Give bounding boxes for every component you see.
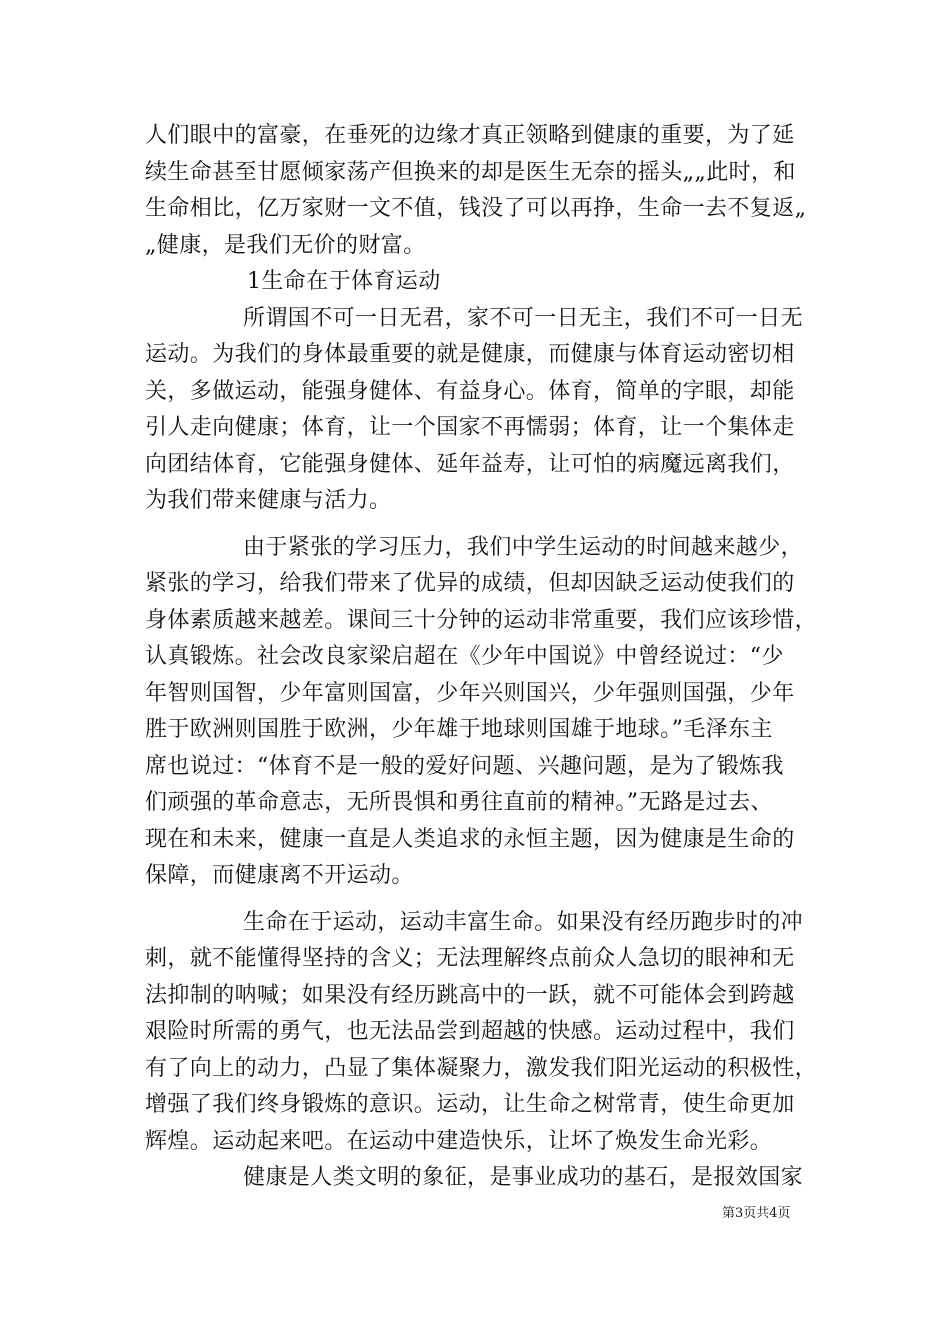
text-line: 保障，而健康离不开运动。 — [145, 863, 414, 888]
page-number: 第3页共4页 — [722, 1206, 791, 1221]
paragraph-3 — [145, 905, 818, 1161]
paragraph-1 — [145, 301, 807, 520]
paragraph-2 — [145, 530, 818, 895]
text-line: 辉煌。运动起来吧。在运动中建造快乐，让坏了焕发生命光彩。 — [145, 1128, 773, 1154]
text-line: 续生命甚至甘愿倾家荡产但换来的却是医生无奈的摇头„„此时，和 — [145, 159, 796, 185]
text-line: 艰险时所需的勇气，也无法品尝到超越的快感。运动过程中，我们 — [145, 1019, 795, 1044]
text-line: 生命相比，亿万家财一文不值，钱没了可以再挣，生命一去不复返„ — [145, 196, 807, 221]
text-line: 生命在于运动，运动丰富生命。如果没有经历跑步时的冲 — [243, 909, 804, 935]
text-line: 现在和未来，健康一直是人类追求的永恒主题，因为健康是生命的 — [145, 826, 795, 852]
paragraph-gap — [145, 895, 807, 905]
paragraph-4 — [145, 1160, 807, 1197]
text-line: 健康是人类文明的象征，是事业成功的基石，是报效国家 — [243, 1165, 804, 1190]
text-line: 增强了我们终身锻炼的意识。运动，让生命之树常青，使生命更加 — [145, 1092, 795, 1117]
text-line: 人们眼中的富豪，在垂死的边缘才真正领略到健康的重要，为了延 — [145, 123, 795, 148]
text-line: 所谓国不可一日无君，家不可一日无主，我们不可一日无 — [243, 305, 804, 331]
text-line: 法抑制的呐喊；如果没有经历跳高中的一跃，就不可能体会到跨越 — [145, 982, 795, 1008]
text-line: 由于紧张的学习压力，我们中学生运动的时间越来越少， — [243, 534, 804, 560]
text-line: 关，多做运动，能强身健体、有益身心。体育，简单的字眼，却能 — [145, 378, 795, 404]
text-line: 为我们带来健康与活力。 — [145, 488, 392, 513]
paragraph-gap — [145, 520, 807, 530]
text-line: „健康，是我们无价的财富。 — [145, 232, 426, 258]
text-line: 们顽强的革命意志，无所畏惧和勇往直前的精神。”无路是过去、 — [145, 790, 773, 815]
text-line: 身体素质越来越差。课间三十分钟的运动非常重要，我们应该珍惜， — [145, 607, 818, 633]
text-line: 席也说过：“体育不是一般的爱好问题、兴趣问题，是为了锻炼我 — [145, 753, 784, 779]
text-line: 运动。为我们的身体最重要的就是健康，而健康与体育运动密切相 — [145, 342, 795, 367]
text-line: 年智则国智，少年富则国富，少年兴则国兴，少年强则国强，少年 — [145, 680, 795, 706]
text-line: 紧张的学习，给我们带来了优异的成绩，但却因缺乏运动使我们的 — [145, 571, 795, 596]
section-heading: 1生命在于体育运动 — [247, 269, 441, 294]
text-line: 胜于欧洲则国胜于欧洲，少年雄于地球则国雄于地球。”毛泽东主 — [145, 717, 773, 742]
document-body — [145, 118, 818, 1197]
text-line: 有了向上的动力，凸显了集体凝聚力，激发我们阳光运动的积极性， — [145, 1055, 818, 1081]
text-line: 认真锻炼。社会改良家梁启超在《少年中国说》中曾经说过：“少 — [145, 644, 784, 669]
text-line: 向团结体育，它能强身健体、延年益寿，让可怕的病魔远离我们， — [145, 451, 795, 477]
text-line: 刺，就不能懂得坚持的含义；无法理解终点前众人急切的眼神和无 — [145, 946, 795, 971]
text-line: 引人走向健康；体育，让一个国家不再懦弱；体育，让一个集体走 — [145, 415, 795, 440]
intro-paragraph — [145, 118, 807, 264]
